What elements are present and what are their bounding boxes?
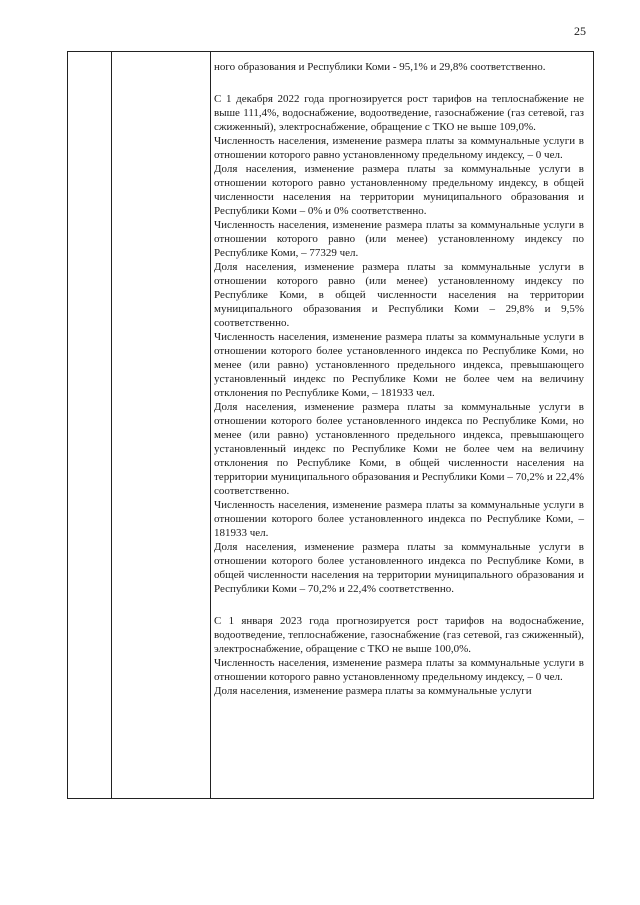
- paragraph: Численность населения, изменение размера платы за коммунальные услуги в отношении которого равно (или менее) установленному индексу по Республике Коми, – 77329 чел.: [214, 219, 584, 259]
- paragraph: ного образования и Республики Коми - 95,1% и 29,8% соответственно.: [214, 61, 546, 73]
- paragraph: Численность населения, изменение размера платы за коммунальные услуги в отношении которого более установленного индекса по Республике Коми, но менее (или равно) установленного предельного индекса, превышающего установленный индекс по Республике Коми не более чем на величину отклонения по Республике Коми, – 181933 чел.: [214, 331, 584, 399]
- text-cell: [214, 60, 584, 698]
- paragraph: Доля населения, изменение размера платы за коммунальные услуги в отношении которого равно установленному предельному индексу, в общей численности населения на территории муниципального образования и Республики Коми – 0% и 0% соответственно.: [214, 163, 584, 217]
- column-divider-2: [210, 52, 211, 798]
- paragraph: С 1 января 2023 года прогнозируется рост тарифов на водоснабжение, водоотведение, теплоснабжение, газоснабжение (газ сетевой, газ сжиженный), электроснабжение, обращение с ТКО не выше 100,0%.: [214, 615, 584, 655]
- paragraph: Доля населения, изменение размера платы за коммунальные услуги в отношении которого равно (или менее) установленному индексу по Республике Коми, в общей численности населения на территории муниципального образования и Республики Коми – 29,8% и 9,5% соответственно.: [214, 261, 584, 329]
- content-table: [67, 51, 594, 799]
- page-number: 25: [574, 24, 586, 38]
- paragraph: Численность населения, изменение размера платы за коммунальные услуги в отношении которого равно установленному предельному индексу, – 0 чел.: [214, 135, 584, 161]
- paragraph: С 1 декабря 2022 года прогнозируется рост тарифов на теплоснабжение не выше 111,4%, водоснабжение, водоотведение, газоснабжение (газ сетевой, газ сжиженный), электроснабжение, обращение с ТКО не выше 109,0%.: [214, 93, 584, 133]
- paragraph: Доля населения, изменение размера платы за коммунальные услуги в отношении которого более установленного индекса по Республике Коми, но менее (или равно) установленного предельного индекса, превышающего установленный индекс по Республике Коми не более чем на величину отклонения по Республике Коми, в общей численности населения на территории муниципального образования и Республики Коми – 70,2% и 22,4% соответственно.: [214, 401, 584, 497]
- paragraph: Доля населения, изменение размера платы за коммунальные услуги в отношении которого более установленного индекса по Республике Коми, в общей численности населения на территории муниципального образования и Республики Коми – 70,2% и 22,4% соответственно.: [214, 541, 584, 595]
- column-divider-1: [111, 52, 112, 798]
- paragraph: Доля населения, изменение размера платы за коммунальные услуги: [214, 685, 532, 697]
- paragraph: Численность населения, изменение размера платы за коммунальные услуги в отношении которого равно установленному предельному индексу, – 0 чел.: [214, 657, 584, 683]
- paragraph: Численность населения, изменение размера платы за коммунальные услуги в отношении которого более установленного индекса по Республике Коми, – 181933 чел.: [214, 499, 584, 539]
